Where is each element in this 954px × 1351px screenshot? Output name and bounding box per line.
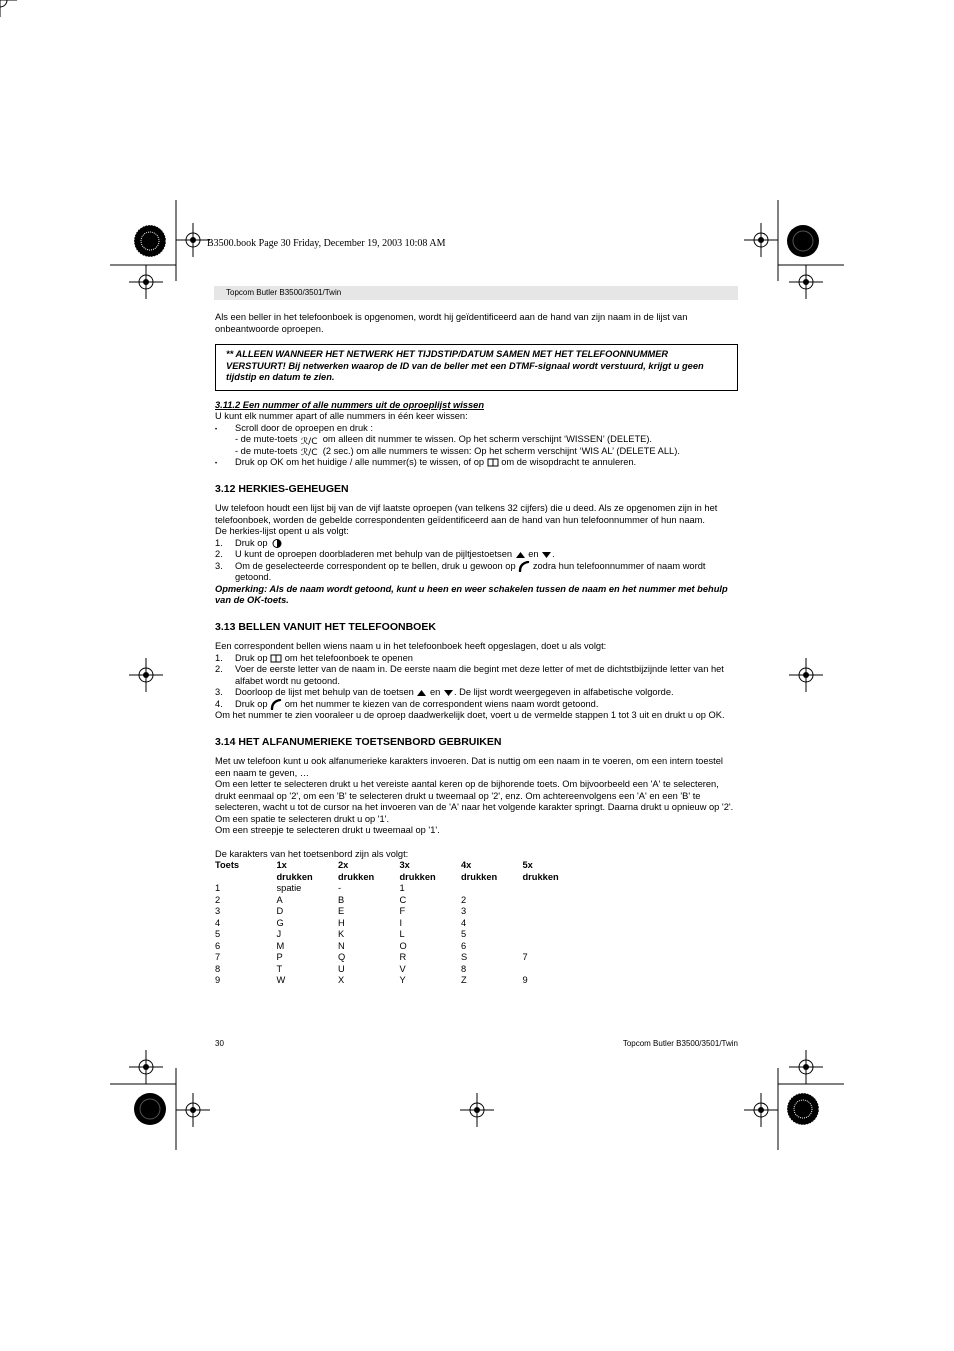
table-cell: S <box>461 952 468 962</box>
table-cell: 6 <box>461 940 467 951</box>
table-cell: 7 <box>215 952 221 962</box>
sub-item <box>215 446 738 458</box>
s314-paragraph: De karakters van het toetsenbord zijn als volgt: <box>215 848 409 859</box>
list-item <box>215 699 738 711</box>
s313-paragraph: Om het nummer te zien vooraleer u de oproep daadwerkelijk doet, voert u de vermelde stappen 1 tot 3 uit en drukt u op OK. <box>215 710 725 720</box>
intro-paragraph: Als een beller in het telefoonboek is opgenomen, wordt hij geïdentificeerd aan de hand van zijn naam in de lijst van onbeantwoorde oproepen. <box>215 312 688 334</box>
table-cell: 1 <box>215 883 221 893</box>
list-number: 3. <box>215 687 223 697</box>
mute-c-icon <box>300 446 320 456</box>
table-cell: L <box>399 929 405 939</box>
table-cell: D <box>276 906 284 916</box>
table-row <box>215 883 584 895</box>
arrow-down-icon <box>443 689 454 697</box>
list-text: om het nummer te kiezen van de correspondent wiens naam wordt getoond. <box>284 698 599 709</box>
table-cell: N <box>338 940 345 951</box>
list-text: - de mute-toets <box>235 445 298 456</box>
table-cell: A <box>276 894 283 905</box>
list-item <box>215 549 738 561</box>
table-cell <box>523 883 585 895</box>
list-text: Voer de eerste letter van de naam in. De eerste naam die begint met deze letter of met de dichtstbijzijnde letter van het alfabet wordt nu getoond. <box>235 664 724 686</box>
column-header: 1x drukken <box>276 860 313 882</box>
table-row <box>215 975 584 987</box>
remark: Opmerking: Als de naam wordt getoond, kunt u heen en weer schakelen tussen de naam en het nummer met behulp van de OK-toets. <box>215 583 728 605</box>
page-number: 30 <box>215 1039 224 1048</box>
column-header: 3x drukken <box>399 860 436 882</box>
table-cell: K <box>338 929 345 939</box>
list-text: Om de geselecteerde correspondent op te bellen, druk u gewoon op <box>235 560 516 571</box>
table-row <box>215 929 584 941</box>
list-number: 2. <box>215 664 223 674</box>
table-cell: 3 <box>461 906 467 916</box>
section-title-3-13: 3.13 BELLEN VANUIT HET TELEFOONBOEK <box>215 620 436 633</box>
arrow-down-icon <box>541 551 552 559</box>
list-text: Druk op OK om het huidige / alle nummer(s) te wissen, of op <box>235 457 485 467</box>
handset-icon <box>518 561 530 572</box>
table-cell: B <box>338 894 345 905</box>
table-cell: 2 <box>215 894 221 905</box>
table-cell: V <box>399 963 406 974</box>
arrow-up-icon <box>515 551 526 559</box>
table-cell <box>523 918 585 930</box>
table-cell: - <box>338 883 342 893</box>
sub-item <box>215 434 738 446</box>
running-header <box>214 286 738 300</box>
s314-paragraph: Om een letter te selecteren drukt u het vereiste aantal keren op de bijhorende toets. Om bijvoorbeeld een 'A' te selecteren, drukt eenmaal op '2', om een 'B' te selecteren drukt u tweemaal op '2', enz. Om achtereenvolgens een 'A' en een 'B' te selecteren, wacht u tot de cursor na het invoeren van de 'A' naar het volgende karakter springt. Daarna drukt u opnieuw op '2'. <box>215 779 734 812</box>
table-row <box>215 964 584 976</box>
table-cell: 5 <box>461 929 467 939</box>
column-header: Toets <box>215 860 240 870</box>
handset-icon <box>270 699 282 710</box>
phonebook-icon <box>270 654 282 663</box>
table-cell: W <box>276 975 286 985</box>
list-text: . De lijst wordt weergegeven in alfabetische volgorde. <box>453 687 674 697</box>
table-cell: 6 <box>215 940 221 951</box>
table-row <box>215 895 584 907</box>
bullet: • <box>215 461 218 467</box>
table-cell: O <box>399 940 407 951</box>
redial-icon <box>270 539 284 548</box>
keyboard-table <box>215 860 584 987</box>
header-title: Topcom Butler B3500/3501/Twin <box>226 288 342 297</box>
table-cell: 4 <box>215 917 221 928</box>
table-row <box>215 918 584 930</box>
table-row <box>215 941 584 953</box>
table-row <box>215 906 584 918</box>
svg-text:ℛ/C: ℛ/C <box>301 436 318 445</box>
list-text: Doorloop de lijst met behulp van de toetsen <box>235 687 414 697</box>
table-cell: X <box>338 975 345 985</box>
table-cell <box>523 895 585 907</box>
column-header: 4x drukken <box>461 860 498 882</box>
list-item <box>215 653 738 665</box>
list-item <box>215 664 738 687</box>
table-cell: F <box>399 906 406 916</box>
list-item <box>215 457 738 469</box>
table-cell: J <box>276 929 282 939</box>
s3112-intro: U kunt elk nummer apart of alle nummers in één keer wissen: <box>215 411 468 421</box>
notice-box: ** ALLEEN WANNEER HET NETWERK HET TIJDSTIP/DATUM SAMEN MET HET TELEFOONNUMMER VERSTUURT! Bij netwerken waarop de ID van de beller met een DTMF-signaal wordt verstuurd, krijgt u geen tijdstip en datum te zien. <box>215 344 738 391</box>
file-info: B3500.book Page 30 Friday, December 19, 2003 10:08 AM <box>207 238 446 249</box>
s313-paragraph: Een correspondent bellen wiens naam u in het telefoonboek heeft opgeslagen, doet u als volgt: <box>215 641 607 651</box>
list-text: om het telefoonboek te openen <box>284 652 413 663</box>
table-cell: Z <box>461 975 467 985</box>
footer-title: Topcom Butler B3500/3501/Twin <box>622 1039 738 1048</box>
table-cell: P <box>276 952 283 962</box>
table-cell <box>461 883 523 895</box>
table-cell: spatie <box>276 883 302 893</box>
table-cell: M <box>276 940 285 951</box>
table-cell: 7 <box>522 952 528 962</box>
list-text: Scroll door de oproepen en druk : <box>235 422 373 433</box>
list-text: (2 sec.) om alle nummers te wissen: Op het scherm verschijnt ‘WIS AL’ (DELETE ALL). <box>322 445 680 456</box>
table-cell: 9 <box>215 975 221 985</box>
list-number: 2. <box>215 549 223 559</box>
list-text: om de wisopdracht te annuleren. <box>501 457 637 467</box>
table-cell: I <box>399 917 403 928</box>
s314-paragraph: Om een spatie te selecteren drukt u op '1'. <box>215 813 390 824</box>
list-text: - de mute-toets <box>235 434 298 444</box>
table-header-row <box>215 860 584 883</box>
table-cell: 3 <box>215 906 221 916</box>
list-text: Druk op <box>235 698 268 709</box>
mute-c-icon <box>300 435 320 445</box>
table-cell <box>523 941 585 953</box>
list-text: zodra hun telefoonnummer of naam wordt getoond. <box>235 560 706 582</box>
column-header: 5x drukken <box>522 860 559 882</box>
table-cell: Y <box>399 975 406 985</box>
s314-paragraph: Met uw telefoon kunt u ook alfanumerieke karakters invoeren. Dat is nuttig om een naam in te voeren, om een intern toestel een naam te geven, … <box>215 756 723 778</box>
table-cell: G <box>276 917 284 928</box>
table-cell: U <box>338 963 345 974</box>
table-cell: 1 <box>399 883 405 893</box>
column-header: 2x drukken <box>338 860 375 882</box>
arrow-up-icon <box>416 689 427 697</box>
list-text: en <box>430 687 441 697</box>
table-cell: Q <box>338 952 346 962</box>
table-cell: 8 <box>215 963 221 974</box>
table-cell: 8 <box>461 963 467 974</box>
table-row <box>215 952 584 964</box>
s312-paragraph: De herkies-lijst opent u als volgt: <box>215 526 349 536</box>
table-cell <box>523 964 585 976</box>
bullet: • <box>215 426 218 433</box>
list-item <box>215 687 738 699</box>
table-cell <box>523 929 585 941</box>
list-item <box>215 561 738 584</box>
table-cell: 9 <box>522 975 528 985</box>
section-title-3-12: 3.12 HERKIES-GEHEUGEN <box>215 482 349 495</box>
phonebook-icon <box>487 458 499 467</box>
list-number: 3. <box>215 560 223 571</box>
s314-paragraph: Om een streepje te selecteren drukt u tweemaal op '1'. <box>215 825 440 835</box>
table-cell: T <box>276 963 283 974</box>
list-number: 1. <box>215 537 223 548</box>
list-text: om alleen dit nummer te wissen. Op het scherm verschijnt ‘WISSEN’ (DELETE). <box>322 434 652 444</box>
list-text: U kunt de oproepen doorbladeren met behulp van de pijltjestoetsen <box>235 549 513 559</box>
list-text: . <box>552 549 555 559</box>
s312-paragraph: Uw telefoon houdt een lijst bij van de vijf laatste oproepen (van telkens 32 cijfers) die u deed. Als ze opgenomen zijn in het telefoonboek, worden de gebelde correspondenten geïdentificeerd aan de hand van hun telefoonnummer of hun naam. <box>215 503 718 525</box>
list-text: Druk op <box>235 537 268 548</box>
list-text: en <box>528 549 539 559</box>
list-item <box>215 423 738 435</box>
table-cell: C <box>399 894 407 905</box>
table-cell: H <box>338 917 345 928</box>
list-number: 4. <box>215 698 223 709</box>
table-cell: 2 <box>461 894 467 905</box>
page-content <box>215 312 738 987</box>
table-cell: R <box>399 952 407 962</box>
table-cell <box>523 906 585 918</box>
section-title-3-14: 3.14 HET ALFANUMERIEKE TOETSENBORD GEBRUIKEN <box>215 735 502 748</box>
svg-text:ℛ/C: ℛ/C <box>301 448 318 457</box>
table-cell: 5 <box>215 929 221 939</box>
table-cell: 4 <box>461 917 467 928</box>
subsection-title-3-11-2: 3.11.2 Een nummer of alle nummers uit de oproeplijst wissen <box>215 399 484 410</box>
list-text: Druk op <box>235 652 268 663</box>
list-item <box>215 538 738 550</box>
list-number: 1. <box>215 652 223 663</box>
table-cell: E <box>338 906 345 916</box>
